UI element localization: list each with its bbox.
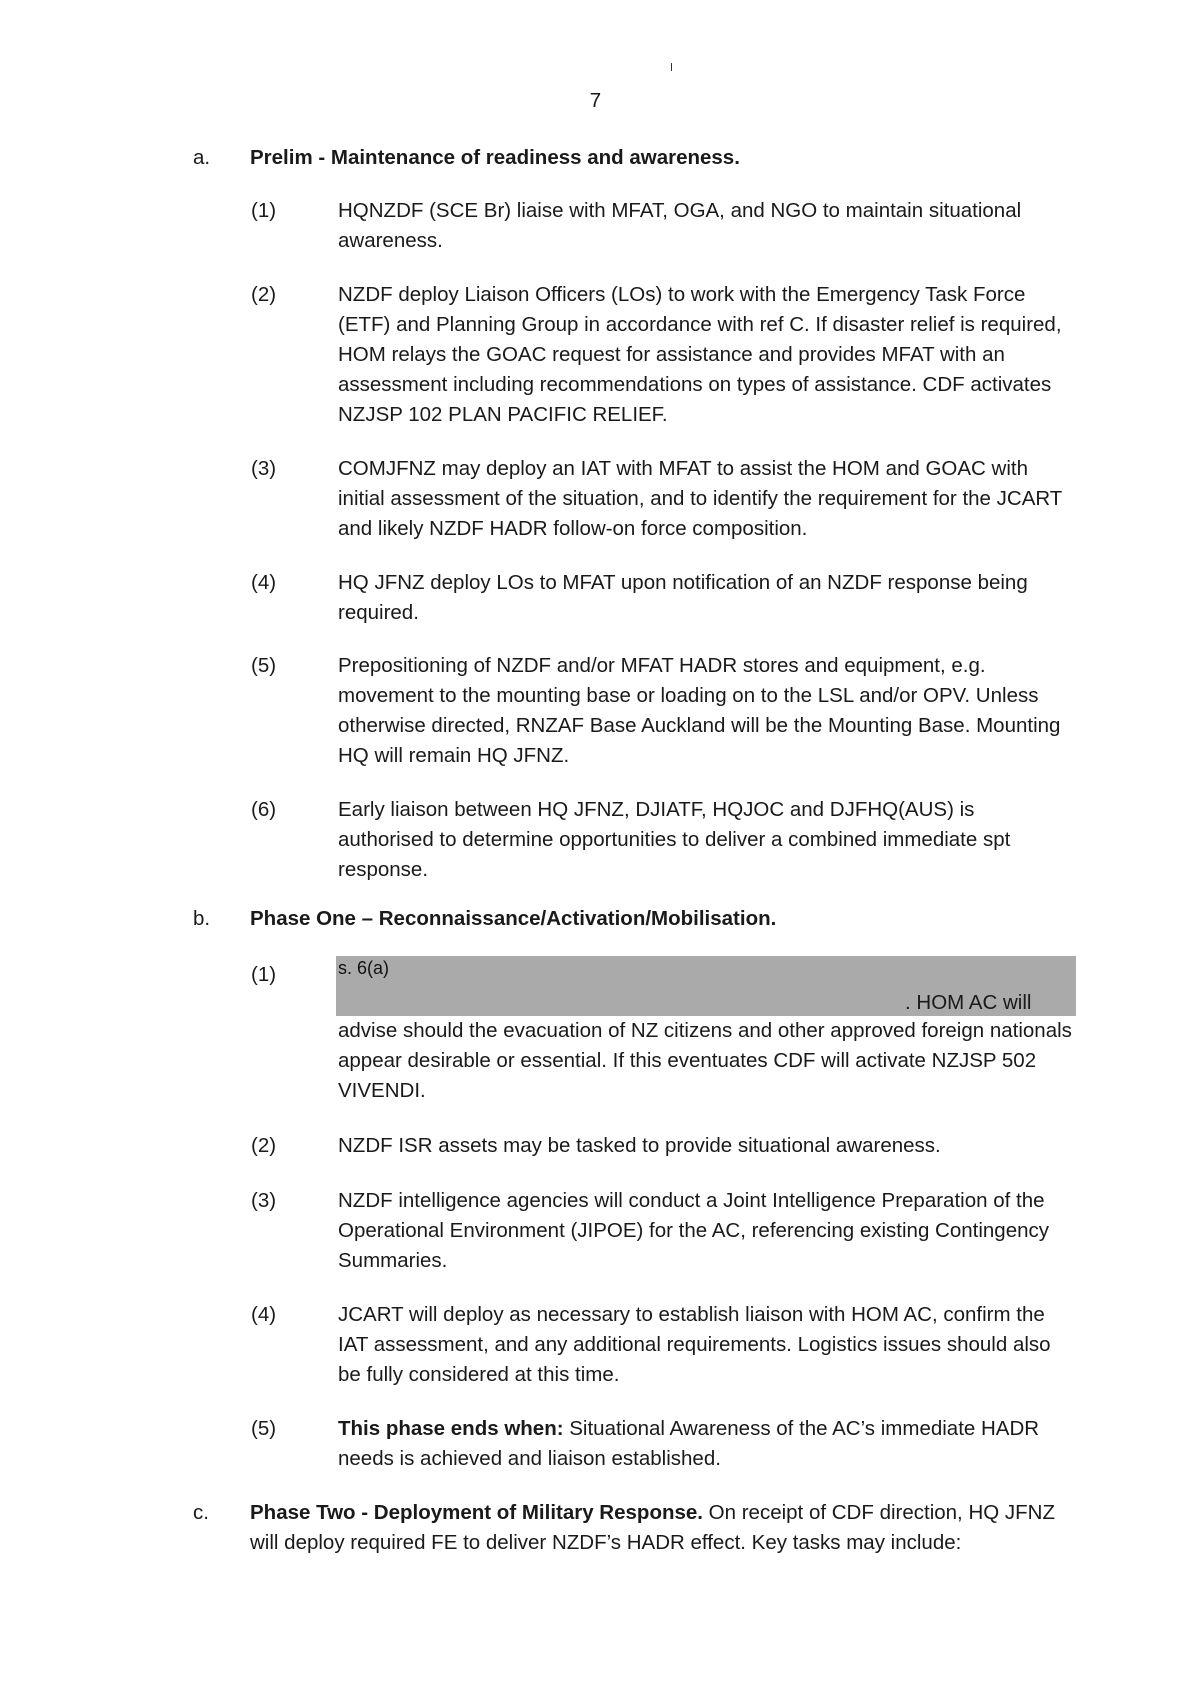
phase-end-label: This phase ends when: <box>338 1417 564 1440</box>
item-text: JCART will deploy as necessary to establish liaison with HOM AC, confirm the IAT assessment, and any additional requirements. Logistics issues should also be fully considered at this time. <box>338 1303 1051 1386</box>
item-number: (4) <box>251 1303 277 1326</box>
section-label: c. <box>193 1501 209 1524</box>
item-text <box>338 1414 1073 1474</box>
page-number: 7 <box>589 89 602 112</box>
item-text: NZDF deploy Liaison Officers (LOs) to work with the Emergency Task Force (ETF) and Planning Group in accordance with ref C. If disaster relief is required, HOM relays the GOAC request for assistance and provides MFAT with an assessment including recommendations on types of assistance. CDF activates NZJSP 102 PLAN PACIFIC RELIEF. <box>338 283 1062 426</box>
item-text: advise should the evacuation of NZ citizens and other approved foreign nationals appear desirable or essential. If this eventuates CDF will activate NZJSP 502 VIVENDI. <box>338 1019 1072 1102</box>
item-text: HQ JFNZ deploy LOs to MFAT upon notification of an NZDF response being required. <box>338 571 1028 624</box>
section-label: a. <box>193 146 211 169</box>
item-number: (5) <box>251 654 277 677</box>
item-number: (3) <box>251 457 277 480</box>
item-number: (4) <box>251 571 277 594</box>
item-text: NZDF intelligence agencies will conduct a Joint Intelligence Preparation of the Operational Environment (JIPOE) for the AC, referencing existing Contingency Summaries. <box>338 1189 1050 1272</box>
item-text: NZDF ISR assets may be tasked to provide situational awareness. <box>338 1134 941 1157</box>
item-text: Early liaison between HQ JFNZ, DJIATF, HQJOC and DJFHQ(AUS) is authorised to determine opportunities to deliver a combined immediate spt response. <box>338 798 1011 881</box>
section-label: b. <box>193 907 211 930</box>
item-number: (2) <box>251 1134 277 1157</box>
item-number: (3) <box>251 1189 277 1212</box>
item-number: (1) <box>251 199 277 222</box>
phase-end-text: Situational Awareness of the AC’s immediate HADR needs is achieved and liaison established. <box>338 1417 1040 1470</box>
section-heading-bold: Phase Two - Deployment of Military Response. <box>250 1501 703 1524</box>
section-heading <box>250 1498 1080 1558</box>
section-heading-text: On receipt of CDF direction, HQ JFNZ will deploy required FE to deliver NZDF’s HADR effect. Key tasks may include: <box>250 1501 1055 1554</box>
item-number: (1) <box>251 963 277 986</box>
item-number: (5) <box>251 1417 277 1440</box>
item-number: (6) <box>251 798 277 821</box>
scan-mark <box>671 63 672 71</box>
item-text: HQNZDF (SCE Br) liaise with MFAT, OGA, and NGO to maintain situational awareness. <box>338 199 1022 252</box>
item-text: Prepositioning of NZDF and/or MFAT HADR stores and equipment, e.g. movement to the mounting base or loading on to the LSL and/or OPV. Unless otherwise directed, RNZAF Base Auckland will be the Mounting Base. Mounting HQ will remain HQ JFNZ. <box>338 654 1061 767</box>
section-heading: Prelim - Maintenance of readiness and awareness. <box>250 146 740 169</box>
redaction-label: s. 6(a) <box>338 958 390 978</box>
item-number: (2) <box>251 283 277 306</box>
section-heading: Phase One – Reconnaissance/Activation/Mobilisation. <box>250 907 777 930</box>
item-text: COMJFNZ may deploy an IAT with MFAT to assist the HOM and GOAC with initial assessment of the situation, and to identify the requirement for the JCART and likely NZDF HADR follow-on force composition. <box>338 457 1062 540</box>
item-text: . HOM AC will <box>905 991 1032 1014</box>
